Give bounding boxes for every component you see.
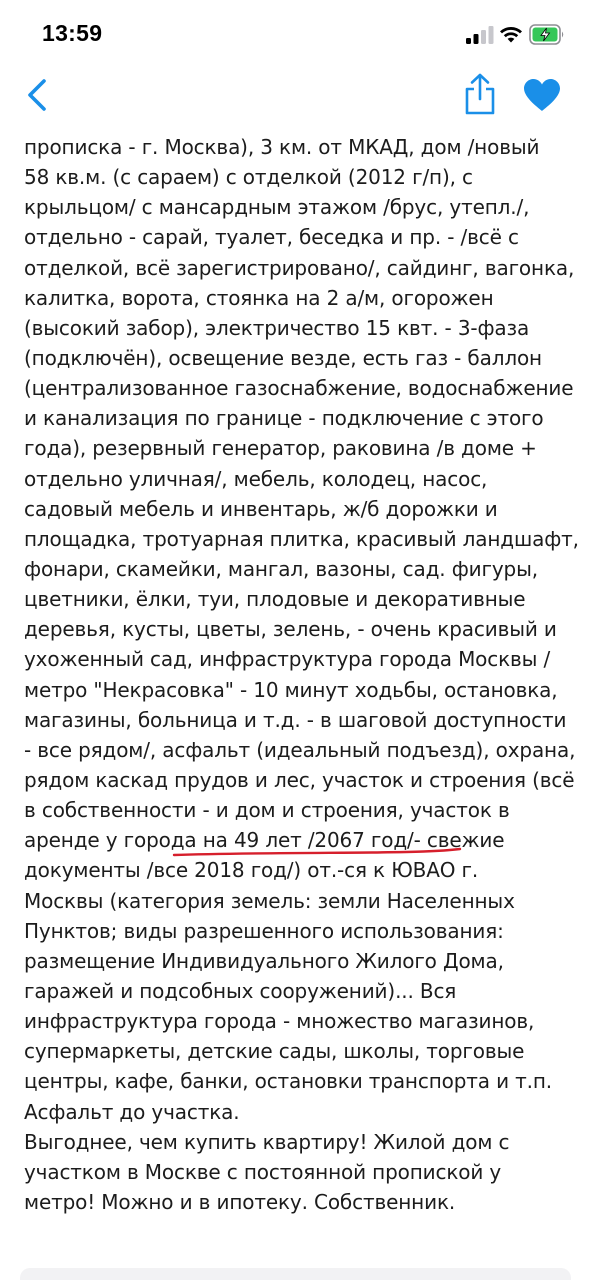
description-lines	[24, 132, 580, 1217]
description-line: размещение Индивидуального Жилого Дома,	[24, 948, 504, 973]
description-line: (подключён), освещение везде, есть газ - баллон	[24, 345, 542, 370]
description-line: отдельно уличная/, мебель, колодец, насос,	[24, 466, 488, 491]
wifi-icon	[499, 24, 523, 44]
description-line: садовый мебель и инвентарь, ж/б дорожки и	[24, 496, 498, 521]
description-line: цветники, ёлки, туи, плодовые и декоративные	[24, 587, 526, 612]
description-line: Выгоднее, чем купить квартиру! Жилой дом с	[24, 1129, 510, 1154]
description-line: - все рядом/, асфальт (идеальный подъезд), охрана,	[24, 737, 576, 762]
description-line: крыльцом/ с мансардным этажом /брус, утепл./,	[24, 195, 530, 220]
description-line: ухоженный сад, инфраструктура города Москвы /	[24, 647, 551, 672]
description-line: Москвы (категория земель: земли Населенных	[24, 888, 515, 913]
description-line: аренде у города на 49 лет /2067 год/- свежие	[24, 825, 580, 855]
heart-icon[interactable]	[522, 78, 562, 112]
description-line: Асфальт до участка.	[24, 1099, 240, 1124]
battery-charging-icon	[529, 24, 565, 45]
description-line: Пунктов; виды разрешенного использования:	[24, 918, 504, 943]
description-clipped-line	[24, 112, 580, 132]
description-line: гаражей и подсобных сооружений)... Вся	[24, 978, 457, 1003]
description-line: супермаркеты, детские сады, школы, торговые	[24, 1039, 525, 1064]
description-line: в собственности - и дом и строения, участок в	[24, 798, 510, 823]
description-line: метро! Можно и в ипотеку. Собственник.	[24, 1189, 456, 1214]
bottom-sheet-edge	[20, 1268, 571, 1280]
status-time: 13:59	[42, 20, 103, 46]
description-line: магазины, больница и т.д. - в шаговой доступности	[24, 707, 567, 732]
description-line: (централизованное газоснабжение, водоснабжение	[24, 376, 574, 401]
description-line: (высокий забор), электричество 15 квт. - 3-фаза	[24, 315, 530, 340]
description-line: инфраструктура города - множество магазинов,	[24, 1009, 535, 1034]
description-line: прописка - г. Москва), 3 км. от МКАД, дом /новый	[24, 135, 540, 159]
description-line: рядом каскад прудов и лес, участок и строения (всё	[24, 767, 575, 792]
description-line: деревья, кусты, цветы, зелень, - очень красивый и	[24, 617, 557, 642]
description-line: фонари, скамейки, мангал, вазоны, сад. фигуры,	[24, 556, 538, 581]
cellular-signal-icon	[466, 26, 494, 44]
description-line: участком в Москве с постоянной пропиской у	[24, 1159, 502, 1184]
listing-description	[24, 112, 580, 1232]
share-icon[interactable]	[462, 72, 498, 116]
description-line: площадка, тротуарная плитка, красивый ландшафт,	[24, 526, 579, 551]
description-line: отделкой, всё зарегистрировано/, сайдинг, вагонка,	[24, 255, 575, 280]
description-line: документы /все 2018 год/) от.-ся к ЮВАО г.	[24, 858, 479, 883]
description-line: и канализация по границе - подключение с этого	[24, 406, 544, 431]
description-line: 58 кв.м. (с сараем) с отделкой (2012 г/п), с	[24, 165, 473, 190]
description-line: калитка, ворота, стоянка на 2 а/м, огорожен	[24, 285, 494, 310]
description-line: года), резервный генератор, раковина /в доме +	[24, 436, 537, 461]
description-line: отдельно - сарай, туалет, беседка и пр. - /всё с	[24, 225, 519, 250]
description-line: метро "Некрасовка" - 10 минут ходьбы, остановка,	[24, 677, 558, 702]
status-bar	[0, 0, 591, 64]
description-line: центры, кафе, банки, остановки транспорта и т.п.	[24, 1069, 552, 1094]
chevron-left-icon[interactable]	[24, 78, 50, 112]
